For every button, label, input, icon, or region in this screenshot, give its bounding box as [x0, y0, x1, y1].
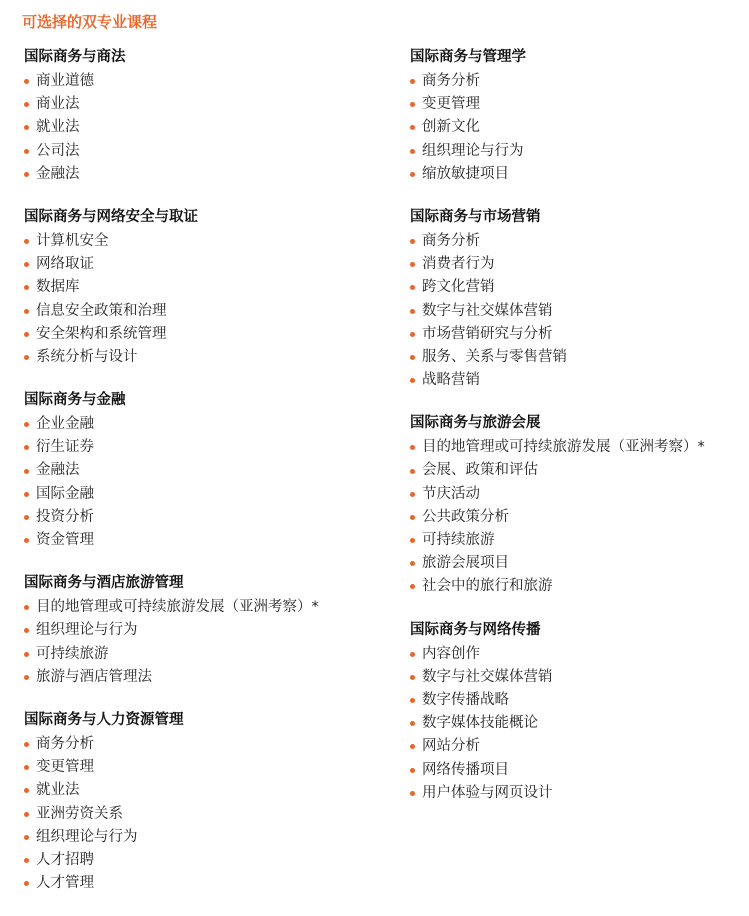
- bullet-icon: [410, 515, 415, 520]
- program-section: [24, 390, 394, 552]
- bullet-icon: [410, 492, 415, 497]
- course-label: 消费者行为: [422, 256, 495, 273]
- bullet-icon: [24, 765, 29, 770]
- course-label: 数字与社交媒体营销: [422, 302, 553, 319]
- course-item: [410, 369, 745, 392]
- course-label: 公共政策分析: [422, 508, 509, 525]
- bullet-icon: [410, 172, 415, 177]
- bullet-icon: [410, 125, 415, 130]
- course-item: [410, 735, 745, 758]
- bullet-icon: [410, 149, 415, 154]
- course-label: 就业法: [36, 782, 80, 799]
- course-item: [410, 163, 745, 186]
- bullet-icon: [24, 812, 29, 817]
- bullet-icon: [24, 538, 29, 543]
- program-section: [24, 710, 394, 895]
- bullet-icon: [410, 239, 415, 244]
- bullet-icon: [410, 262, 415, 267]
- course-item: [24, 70, 394, 93]
- program-section: [410, 207, 745, 392]
- bullet-icon: [24, 788, 29, 793]
- left-column: [24, 47, 394, 916]
- course-item: [410, 483, 745, 506]
- bullet-icon: [24, 285, 29, 290]
- bullet-icon: [24, 652, 29, 657]
- program-section: [410, 47, 745, 186]
- section-title: 国际商务与人力资源管理: [24, 711, 184, 728]
- course-label: 公司法: [36, 142, 80, 159]
- bullet-icon: [24, 628, 29, 633]
- course-label: 企业金融: [36, 416, 94, 433]
- course-label: 数字与社交媒体营销: [422, 668, 553, 685]
- section-title: 国际商务与旅游会展: [410, 415, 541, 432]
- course-item: [24, 506, 394, 529]
- bullet-icon: [24, 515, 29, 520]
- course-label: 网络传播项目: [422, 761, 509, 778]
- course-item: [24, 300, 394, 323]
- course-item: [410, 346, 745, 369]
- course-item: [24, 346, 394, 369]
- course-item: [410, 529, 745, 552]
- course-item: [410, 300, 745, 323]
- section-title: 国际商务与酒店旅游管理: [24, 575, 184, 592]
- bullet-icon: [24, 309, 29, 314]
- bullet-icon: [410, 721, 415, 726]
- course-item: [410, 552, 745, 575]
- course-item: [24, 436, 394, 459]
- course-item: [24, 643, 394, 666]
- course-label: 战略营销: [422, 372, 480, 389]
- bullet-icon: [24, 172, 29, 177]
- course-label: 用户体验与网页设计: [422, 784, 553, 801]
- course-label: 数字媒体技能概论: [422, 715, 538, 732]
- bullet-icon: [24, 239, 29, 244]
- course-label: 人才招聘: [36, 851, 94, 868]
- bullet-icon: [410, 538, 415, 543]
- course-label: 组织理论与行为: [36, 828, 138, 845]
- course-item: [24, 826, 394, 849]
- right-column: [410, 47, 745, 826]
- course-item: [24, 459, 394, 482]
- course-item: [410, 436, 745, 459]
- course-item: [24, 803, 394, 826]
- course-item: [24, 483, 394, 506]
- course-item: [410, 782, 745, 805]
- course-label: 安全架构和系统管理: [36, 325, 167, 342]
- course-label: 商务分析: [422, 232, 480, 249]
- course-label: 人才管理: [36, 875, 94, 892]
- course-item: [24, 140, 394, 163]
- bullet-icon: [410, 744, 415, 749]
- course-label: 可持续旅游: [36, 645, 109, 662]
- course-label: 商业道德: [36, 73, 94, 89]
- course-label: 可持续旅游: [422, 532, 495, 548]
- course-item: [410, 689, 745, 712]
- bullet-icon: [410, 445, 415, 450]
- course-item: [24, 779, 394, 802]
- course-item: [410, 116, 745, 139]
- course-label: 目的地管理或可持续旅游发展（亚洲考察）*: [422, 439, 705, 456]
- section-title: 国际商务与网络传播: [410, 621, 541, 638]
- bullet-icon: [24, 149, 29, 154]
- course-item: [24, 93, 394, 116]
- bullet-icon: [24, 605, 29, 610]
- bullet-icon: [24, 835, 29, 840]
- course-label: 商务分析: [36, 735, 94, 752]
- course-item: [24, 733, 394, 756]
- course-item: [410, 253, 745, 276]
- course-label: 社会中的旅行和旅游: [422, 578, 553, 595]
- course-item: [24, 163, 394, 186]
- bullet-icon: [410, 584, 415, 589]
- page-title: 可选择的双专业课程: [22, 13, 158, 31]
- program-section: [24, 207, 394, 369]
- course-label: 数字传播战略: [422, 691, 509, 708]
- course-label: 旅游与酒店管理法: [36, 668, 152, 685]
- course-label: 目的地管理或可持续旅游发展（亚洲考察）*: [36, 599, 319, 616]
- section-title: 国际商务与管理学: [410, 49, 526, 65]
- program-section: [24, 47, 394, 186]
- course-item: [410, 666, 745, 689]
- course-label: 金融法: [36, 165, 80, 182]
- bullet-icon: [410, 309, 415, 314]
- course-label: 商务分析: [422, 73, 480, 89]
- course-item: [410, 712, 745, 735]
- bullet-icon: [24, 355, 29, 360]
- course-label: 会展、政策和评估: [422, 462, 538, 479]
- bullet-icon: [410, 768, 415, 773]
- course-label: 衍生证券: [36, 439, 94, 456]
- bullet-icon: [24, 675, 29, 680]
- course-label: 组织理论与行为: [36, 622, 138, 639]
- course-item: [410, 140, 745, 163]
- bullet-icon: [410, 355, 415, 360]
- bullet-icon: [410, 378, 415, 383]
- course-item: [24, 413, 394, 436]
- course-label: 国际金融: [36, 485, 94, 502]
- course-item: [24, 230, 394, 253]
- bullet-icon: [24, 469, 29, 474]
- course-label: 网站分析: [422, 738, 480, 755]
- course-label: 系统分析与设计: [36, 348, 138, 365]
- bullet-icon: [410, 285, 415, 290]
- course-item: [410, 70, 745, 93]
- bullet-icon: [24, 262, 29, 267]
- course-item: [24, 756, 394, 779]
- program-section: [410, 413, 745, 598]
- bullet-icon: [24, 858, 29, 863]
- bullet-icon: [410, 698, 415, 703]
- course-item: [24, 849, 394, 872]
- course-label: 节庆活动: [422, 485, 480, 502]
- course-item: [24, 666, 394, 689]
- course-label: 计算机安全: [36, 232, 109, 249]
- course-label: 内容创作: [422, 645, 480, 662]
- course-item: [410, 459, 745, 482]
- course-item: [24, 596, 394, 619]
- program-section: [24, 573, 394, 689]
- section-title: 国际商务与金融: [24, 392, 126, 409]
- course-item: [24, 116, 394, 139]
- course-label: 信息安全政策和治理: [36, 302, 167, 319]
- bullet-icon: [24, 881, 29, 886]
- course-item: [410, 230, 745, 253]
- course-label: 就业法: [36, 119, 80, 136]
- bullet-icon: [410, 79, 415, 84]
- bullet-icon: [410, 652, 415, 657]
- course-label: 网络取证: [36, 256, 94, 273]
- bullet-icon: [410, 332, 415, 337]
- bullet-icon: [410, 469, 415, 474]
- bullet-icon: [24, 125, 29, 130]
- bullet-icon: [24, 422, 29, 427]
- course-label: 旅游会展项目: [422, 555, 509, 572]
- bullet-icon: [24, 102, 29, 107]
- course-label: 金融法: [36, 462, 80, 479]
- course-label: 市场营销研究与分析: [422, 325, 553, 342]
- course-item: [410, 323, 745, 346]
- course-item: [24, 529, 394, 552]
- section-title: 国际商务与商法: [24, 49, 126, 65]
- course-item: [24, 253, 394, 276]
- course-item: [410, 506, 745, 529]
- course-label: 数据库: [36, 279, 80, 296]
- course-item: [410, 575, 745, 598]
- course-item: [24, 619, 394, 642]
- bullet-icon: [24, 79, 29, 84]
- course-label: 缩放敏捷项目: [422, 165, 509, 182]
- course-item: [410, 93, 745, 116]
- section-title: 国际商务与网络安全与取证: [24, 208, 198, 225]
- course-label: 变更管理: [36, 759, 94, 776]
- course-item: [24, 872, 394, 895]
- course-label: 投资分析: [36, 508, 94, 525]
- bullet-icon: [410, 561, 415, 566]
- course-item: [410, 643, 745, 666]
- course-label: 亚洲劳资关系: [36, 805, 123, 822]
- course-label: 服务、关系与零售营销: [422, 348, 567, 365]
- course-label: 跨文化营销: [422, 279, 495, 296]
- bullet-icon: [24, 445, 29, 450]
- section-title: 国际商务与市场营销: [410, 208, 541, 225]
- program-section: [410, 620, 745, 805]
- course-label: 变更管理: [422, 96, 480, 113]
- course-label: 组织理论与行为: [422, 142, 524, 159]
- course-item: [410, 759, 745, 782]
- course-label: 商业法: [36, 96, 80, 113]
- bullet-icon: [410, 791, 415, 796]
- bullet-icon: [24, 332, 29, 337]
- course-label: 创新文化: [422, 119, 480, 136]
- course-item: [410, 276, 745, 299]
- bullet-icon: [24, 742, 29, 747]
- course-item: [24, 323, 394, 346]
- bullet-icon: [410, 675, 415, 680]
- bullet-icon: [24, 492, 29, 497]
- course-item: [24, 276, 394, 299]
- bullet-icon: [410, 102, 415, 107]
- course-label: 资金管理: [36, 532, 94, 548]
